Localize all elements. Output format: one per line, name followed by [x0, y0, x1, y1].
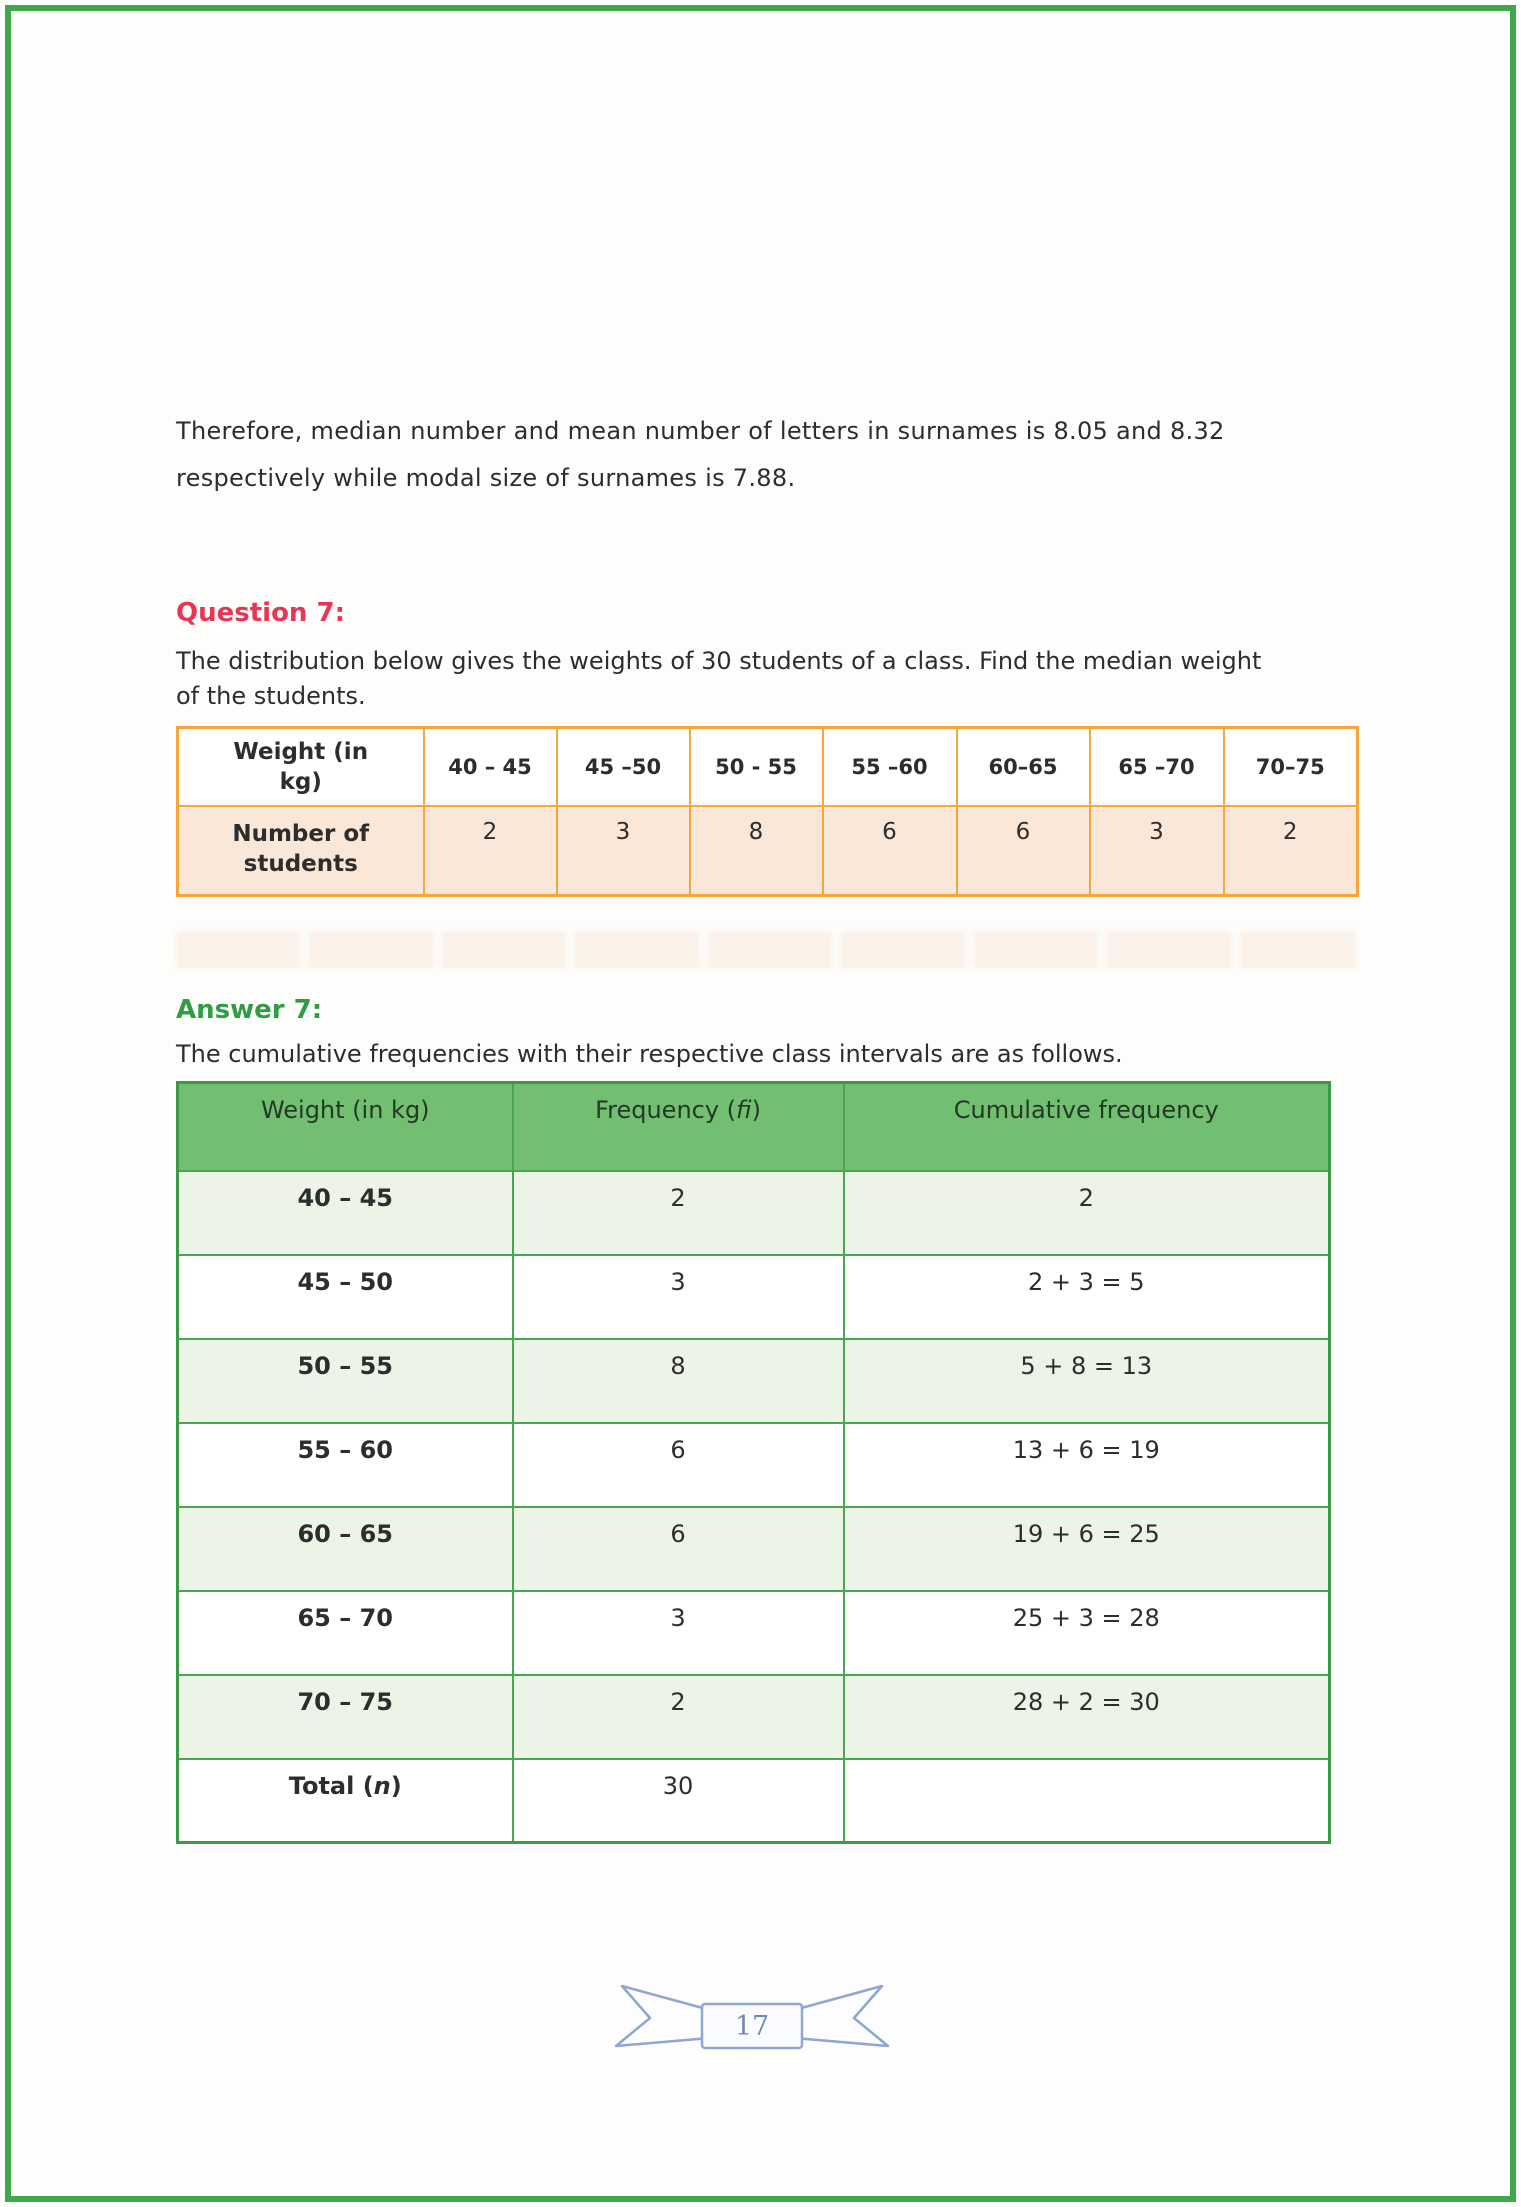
table-row: [178, 1171, 1330, 1255]
cumulative-cell: 5 + 8 = 13: [844, 1339, 1330, 1423]
table-print-artifact: [176, 931, 1356, 969]
question-heading: Question 7:: [176, 598, 345, 628]
interval-header-cell: 70–75: [1224, 728, 1358, 806]
row-header-label: Weight (in kg): [233, 738, 369, 795]
weight-interval-cell: 60 – 65: [178, 1507, 513, 1591]
weight-interval-cell: 45 – 50: [178, 1255, 513, 1339]
table-row: [178, 1675, 1330, 1759]
frequency-cell: 8: [513, 1339, 844, 1423]
page-number-ribbon: [176, 1976, 1328, 2072]
ribbon-right-tail: [794, 1986, 888, 2046]
interval-header-cell: 45 –50: [557, 728, 690, 806]
interval-header-cell: 40 – 45: [424, 728, 557, 806]
cumulative-cell: 28 + 2 = 30: [844, 1675, 1330, 1759]
frequency-cell: 6: [513, 1423, 844, 1507]
answer-body: The cumulative frequencies with their respective class intervals are as follows.: [176, 1040, 1123, 1068]
question-line-1: The distribution below gives the weights of 30 students of a class. Find the median weight: [176, 647, 1262, 675]
interval-header-cell: 60–65: [957, 728, 1090, 806]
row-header-cell: [178, 728, 424, 806]
cumulative-column-header: Cumulative frequency: [844, 1083, 1330, 1171]
answer-heading: Answer 7:: [176, 995, 323, 1025]
table-data-row: [178, 806, 1358, 896]
table-row-total: [178, 1759, 1330, 1843]
intro-line-2: respectively while modal size of surnames is 7.88.: [176, 464, 796, 492]
interval-header-cell: 65 –70: [1090, 728, 1224, 806]
table-row: [178, 1255, 1330, 1339]
table-header-row: [178, 1083, 1330, 1171]
table-header-row: [178, 728, 1358, 806]
frequency-cell: 3: [513, 1591, 844, 1675]
table-row: [178, 1423, 1330, 1507]
cumulative-cell: 13 + 6 = 19: [844, 1423, 1330, 1507]
weight-interval-cell: 50 – 55: [178, 1339, 513, 1423]
interval-header-cell: 55 –60: [823, 728, 957, 806]
frequency-cell: 30: [513, 1759, 844, 1843]
row-header-cell: [178, 806, 424, 896]
frequency-cell: 6: [513, 1507, 844, 1591]
intro-line-1: Therefore, median number and mean number of letters in surnames is 8.05 and 8.32: [176, 417, 1225, 445]
count-cell: 3: [557, 806, 690, 896]
weights-distribution-table: [176, 726, 1359, 897]
frequency-column-header: Frequency (fi): [513, 1083, 844, 1171]
row-header-label: Number of students: [232, 820, 370, 877]
weight-interval-cell: 70 – 75: [178, 1675, 513, 1759]
frequency-cell: 2: [513, 1675, 844, 1759]
weight-interval-cell: 55 – 60: [178, 1423, 513, 1507]
total-label-cell: Total (n): [178, 1759, 513, 1843]
page-number: 17: [734, 2011, 770, 2042]
table-row: [178, 1339, 1330, 1423]
count-cell: 3: [1090, 806, 1224, 896]
question-line-2: of the students.: [176, 682, 366, 710]
cumulative-cell: 2 + 3 = 5: [844, 1255, 1330, 1339]
cumulative-cell: [844, 1759, 1330, 1843]
cumulative-frequency-table: [176, 1081, 1331, 1844]
interval-header-cell: 50 - 55: [690, 728, 823, 806]
frequency-cell: 3: [513, 1255, 844, 1339]
count-cell: 2: [1224, 806, 1358, 896]
cumulative-cell: 2: [844, 1171, 1330, 1255]
count-cell: 6: [823, 806, 957, 896]
table-row: [178, 1591, 1330, 1675]
count-cell: 2: [424, 806, 557, 896]
weight-column-header: Weight (in kg): [178, 1083, 513, 1171]
count-cell: 6: [957, 806, 1090, 896]
table-row: [178, 1507, 1330, 1591]
question-body: [176, 644, 1456, 714]
intro-paragraph: [176, 408, 1456, 502]
document-page: [176, 0, 1456, 2072]
ribbon-left-tail: [616, 1986, 710, 2046]
weight-interval-cell: 65 – 70: [178, 1591, 513, 1675]
count-cell: 8: [690, 806, 823, 896]
ribbon-graphic: [602, 1976, 902, 2072]
cumulative-cell: 25 + 3 = 28: [844, 1591, 1330, 1675]
frequency-cell: 2: [513, 1171, 844, 1255]
weight-interval-cell: 40 – 45: [178, 1171, 513, 1255]
cumulative-cell: 19 + 6 = 25: [844, 1507, 1330, 1591]
